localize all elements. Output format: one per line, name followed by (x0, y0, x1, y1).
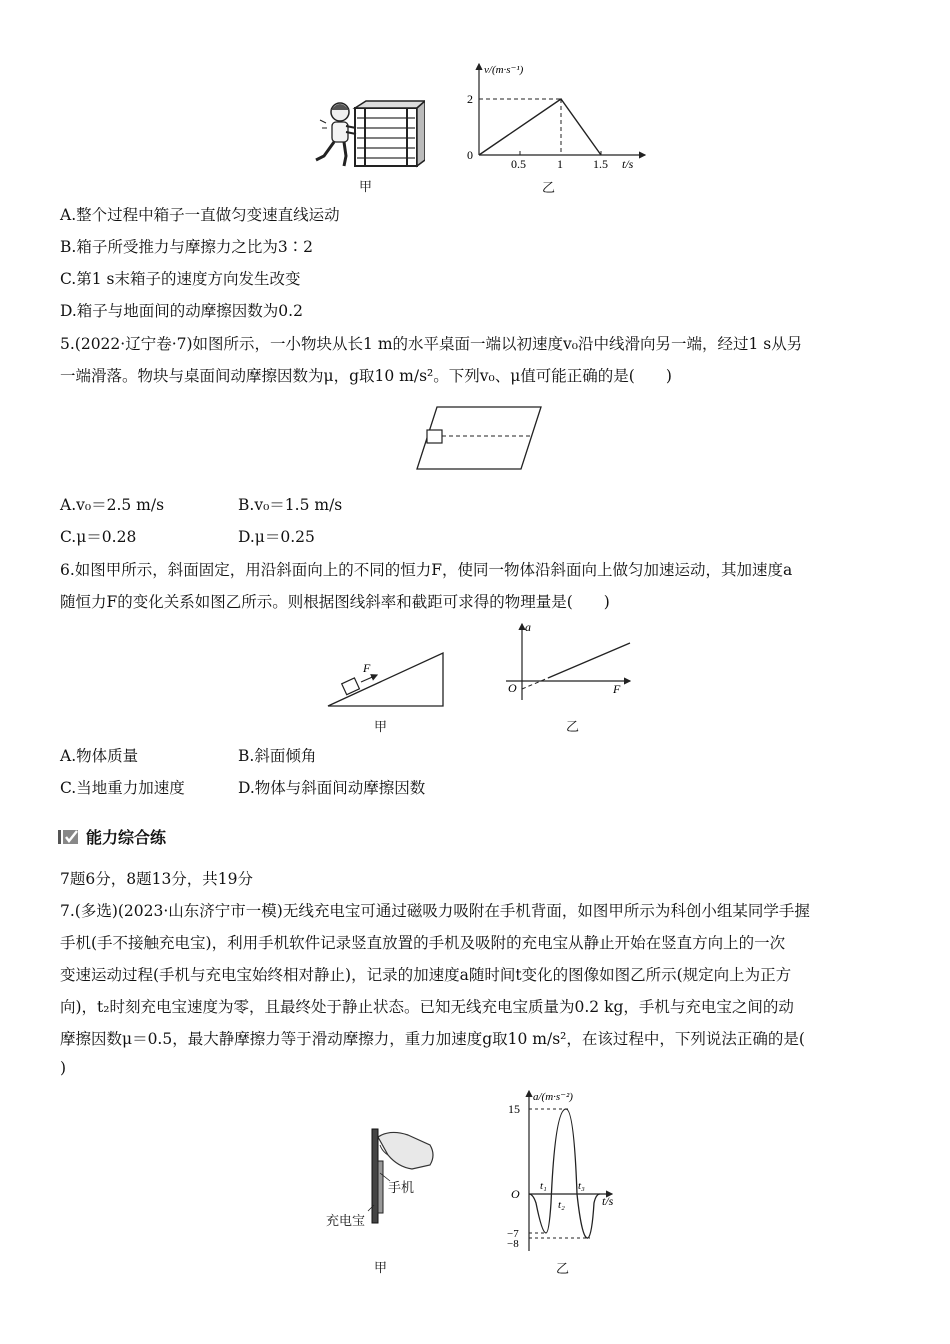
tick-y-2: 2 (467, 92, 473, 106)
q6-option-d: D.物体与斜面间动摩擦因数 (238, 779, 426, 797)
tick-y-15: 15 (508, 1102, 520, 1116)
tick-x-15: 1.5 (593, 157, 608, 168)
q6-stem-line2: 随恒力F的变化关系如图乙所示。则根据图线斜率和截距可求得的物理量是( ) (60, 593, 610, 611)
axis-label-a: a (525, 620, 531, 634)
graph-xlabel: t/s (622, 157, 634, 168)
q6-stem-line1: 6.如图甲所示，斜面固定，用沿斜面向上的不同的恒力F，使同一物体沿斜面向上做匀加速运动，其加速度a (60, 561, 793, 579)
q6-option-c: C.当地重力加速度 (60, 779, 185, 797)
tick-y-minus8: −8 (507, 1238, 519, 1250)
origin-label: O (508, 681, 517, 695)
q7-stem-line3: 变速运动过程(手机与充电宝始终相对静止)，记录的加速度a随时间t变化的图像如图乙所示(规定向上为正方 (60, 966, 792, 984)
q6-option-a: A.物体质量 (60, 747, 139, 765)
phone-charger-illustration (360, 1125, 440, 1225)
section-score: 7题6分，8题13分，共19分 (60, 870, 254, 888)
q7-stem-line1: 7.(多选)(2023·山东济宁市一模)无线充电宝可通过磁吸力吸附在手机背面，如图甲所示为科创小组某同学手握 (60, 902, 810, 920)
q7-stem-line4: 向)，t₂时刻充电宝速度为零，且最终处于静止状态。已知无线充电宝质量为0.2 kg，手机与充电宝之间的动 (60, 998, 794, 1016)
incline-diagram (325, 650, 450, 710)
q4-option-a: A.整个过程中箱子一直做匀变速直线运动 (60, 206, 340, 224)
graph-xlabel: t/s (602, 1194, 614, 1208)
q4-option-d: D.箱子与地面间的动摩擦因数为0.2 (60, 302, 303, 320)
label-charger: 充电宝 (326, 1214, 366, 1229)
q5-option-b: B.v₀＝1.5 m/s (238, 496, 343, 514)
q7-stem-line6: ) (60, 1059, 67, 1077)
axis-label-F: F (613, 682, 621, 696)
figure-caption-jia: 甲 (374, 720, 388, 735)
figure-caption-yi: 乙 (542, 181, 556, 196)
q7-stem-line2: 手机(手不接触充电宝)，利用手机软件记录竖直放置的手机及吸附的充电宝从静止开始在竖直方向上的一次 (60, 934, 786, 952)
graph-ylabel: v/(m·s⁻¹) (484, 64, 524, 76)
tick-t2: t₂ (558, 1199, 565, 1211)
graph-ylabel: a/(m·s⁻²) (533, 1091, 573, 1103)
q4-option-c: C.第1 s末箱子的速度方向发生改变 (60, 270, 301, 288)
q7-stem-line5: 摩擦因数μ＝0.5，最大静摩擦力等于滑动摩擦力，重力加速度g取10 m/s²，在该过程中，下列说法正确的是( (60, 1030, 805, 1048)
q5-stem-line2: 一端滑落。物块与桌面间动摩擦因数为μ，g取10 m/s²。下列v₀、μ值可能正确的是( ) (60, 367, 672, 385)
acceleration-time-graph (500, 1085, 635, 1255)
a-F-graph (500, 618, 635, 703)
tick-x-05: 0.5 (511, 157, 526, 168)
tick-t3: t₃ (578, 1180, 585, 1192)
q5-option-c: C.μ＝0.28 (60, 528, 137, 546)
table-top-diagram (415, 405, 545, 471)
force-label-F: F (363, 661, 371, 675)
label-phone: 手机 (388, 1181, 415, 1196)
tick-t1: t₁ (540, 1180, 547, 1192)
box-push-illustration (310, 98, 425, 170)
figure-caption-yi: 乙 (566, 720, 580, 735)
checkmark-icon (58, 828, 80, 846)
figure-caption-jia: 甲 (374, 1261, 388, 1276)
q4-option-b: B.箱子所受推力与摩擦力之比为3∶2 (60, 238, 314, 256)
figure-caption-yi: 乙 (556, 1262, 570, 1277)
figure-caption-jia: 甲 (359, 180, 373, 195)
tick-origin: 0 (467, 148, 473, 162)
q5-option-d: D.μ＝0.25 (238, 528, 315, 546)
section-title: 能力综合练 (86, 828, 167, 847)
q5-stem-line1: 5.(2022·辽宁卷·7)如图所示，一小物块从长1 m的水平桌面一端以初速度v₀沿中线滑向另一端，经过1 s从另 (60, 335, 803, 353)
tick-x-1: 1 (557, 157, 563, 168)
q6-option-b: B.斜面倾角 (238, 747, 317, 765)
tick-origin: O (511, 1187, 520, 1201)
velocity-time-graph (455, 58, 650, 168)
tick-y-minus7: −7 (507, 1228, 519, 1240)
section-header (58, 825, 166, 848)
q5-option-a: A.v₀＝2.5 m/s (60, 496, 165, 514)
